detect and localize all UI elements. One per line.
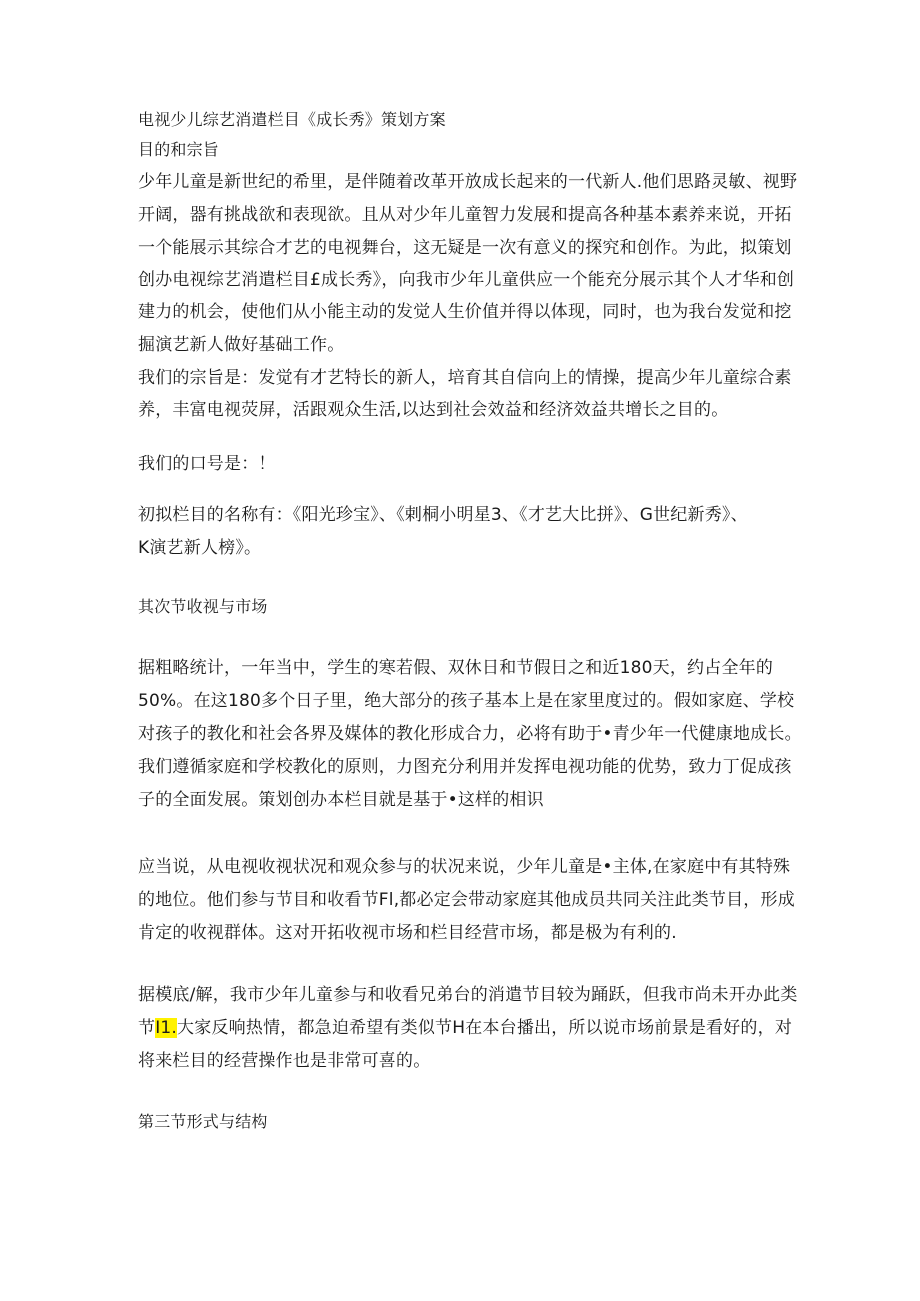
text-run: 大家反响热情，都急迫希望有类似节H在本台播出，所以说市场前景是看好的，对	[177, 1018, 793, 1038]
paragraph-line: K演艺新人榜》。	[138, 538, 262, 558]
paragraph-line: 的地位。他们参与节目和收看节Fl,都必定会带动家庭其他成员共同关注此类节目，形成	[138, 890, 795, 910]
paragraph-line: 掘演艺新人做好基础工作。	[138, 335, 345, 355]
paragraph-line: 建力的机会，使他们从小能主动的发觉人生价值并得以体现，同时，也为我台发觉和挖	[138, 302, 792, 322]
paragraph-line: 养，丰富电视荧屏，活跟观众生活,以达到社会效益和经济效益共增长之目的。	[138, 400, 729, 420]
section-heading-market: 其次节收视与市场	[138, 597, 268, 616]
highlighted-text: I1.	[155, 1018, 178, 1038]
paragraph-line: 子的全面发展。策划创办本栏目就是基于•这样的相识	[138, 790, 544, 810]
paragraph-line: 据粗略统计，一年当中，学生的寒若假、双休日和节假日之和近180天，约占全年的	[138, 658, 774, 678]
section-heading-purpose: 目的和宗旨	[138, 140, 220, 159]
section-heading-structure: 第三节形式与结构	[138, 1112, 268, 1131]
paragraph-line: 初拟栏目的名称有：《阳光珍宝》、《剌桐小明星3、《才艺大比拼》、G世纪新秀》、	[138, 505, 748, 525]
paragraph-line: 少年儿童是新世纪的希里，是伴随着改革开放成长起来的一代新人.他们思路灵敏、视野	[138, 172, 798, 192]
paragraph-line: 一个能展示其综合才艺的电视舞台，这无疑是一次有意义的探究和创作。为此，拟策划	[138, 238, 792, 258]
paragraph-line: 将来栏目的经营操作也是非常可喜的。	[138, 1051, 431, 1071]
slogan-line: 我们的口号是：！	[138, 454, 276, 474]
paragraph-line: 50%。在这180多个日子里，绝大部分的孩子基本上是在家里度过的。假如家庭、学校	[138, 691, 795, 711]
document-title: 电视少儿综艺消遣栏目《成长秀》策划方案	[138, 110, 446, 129]
paragraph-line: 创办电视综艺消遣栏目£成长秀》，向我市少年儿童供应一个能充分展示其个人才华和创	[138, 270, 795, 290]
paragraph-line	[138, 1016, 792, 1040]
paragraph-line: 开阔，器有挑战欲和表现欲。且从对少年儿童智力发展和提高各种基本素养来说，开拓	[138, 205, 792, 225]
paragraph-line: 据模底/解，我市少年儿童参与和收看兄弟台的消遣节目较为踊跃，但我市尚未开办此类	[138, 985, 798, 1005]
paragraph-line: 我们的宗旨是：发觉有才艺特长的新人，培育其自信向上的情操，提高少年儿童综合素	[138, 368, 792, 388]
text-run: 节	[138, 1018, 156, 1038]
paragraph-line: 应当说，从电视收视状况和观众参与的状况来说，少年儿童是•主体,在家庭中有其特殊	[138, 857, 791, 877]
paragraph-line: 我们遵循家庭和学校教化的原则，力图充分利用并发挥电视功能的优势，致力丁促成孩	[138, 757, 792, 777]
paragraph-line: 肯定的收视群体。这对开拓收视市场和栏目经营市场，都是极为有利的.	[138, 923, 677, 943]
paragraph-line: 对孩子的教化和社会各界及媒体的教化形成合力，必将有助于•青少年一代健康地成长。	[138, 724, 802, 744]
